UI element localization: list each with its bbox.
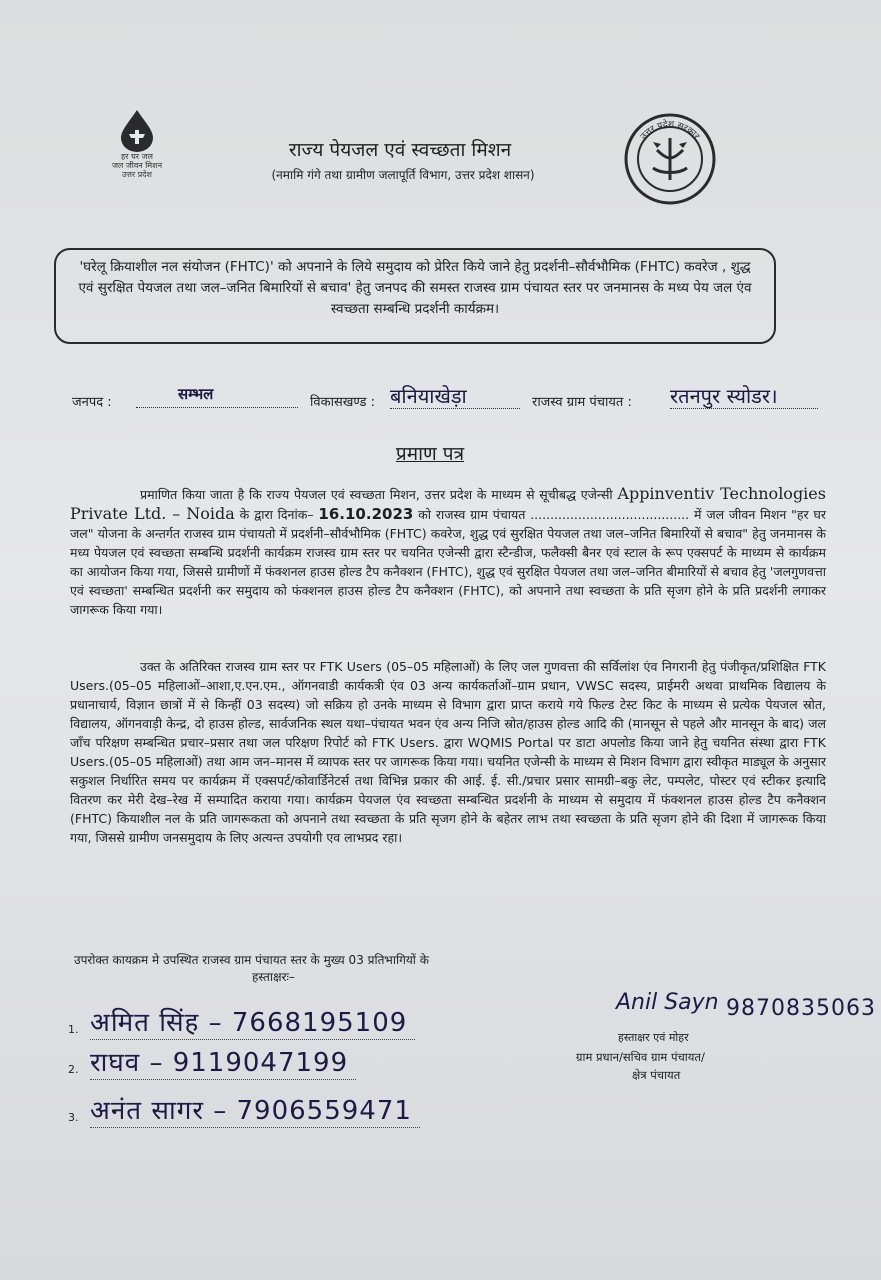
agency-name: Appinventiv Technologies Private Ltd. – Noida [70, 484, 826, 523]
participant-1-entry: अमित सिंह – 7668195109 [90, 1003, 415, 1040]
p1-rest: में जल जीवन मिशन "हर घर जल" योजना के अन्तर्गत राजस्व ग्राम पंचायतो में प्रदर्शनी–सौर्वभौमिक (FHTC) कवरेज, शुद्ध एवं सुरक्षित पेयजल तथा जल–जनित बिमारियों से बचाव" हेतु जनमानस के मध्य पेयजल एवं स्वच्छता सम्बन्धि प्रदर्शनी कार्यक्रम राजस्व ग्राम स्तर पर चयनित एजेन्सी द्वारा स्टैन्डीज, फलैक्सी बैनर एवं स्टाल के रूप एक्सपर्ट के माध्यम से कार्यक्रम का आयोजन किया गया, जिससे ग्रामीणों में फंक्शनल हाउस होल्ड टैप कनैक्शन (FHTC), शुद्ध एवं सुरक्षित पेयजल तथा जल–जनित बीमारियों से बचाव हेतु 'जलगुणवत्ता एवं स्वच्छता' सम्बन्धित प्रदर्शनी कर समुदाय को फंक्शनल हाउस होल्ड टैप कनैक्शन (FHTC), को अपनाने तथा स्वच्छता के प्रति सृजग होने के प्रति प्रदर्शनी लगाकर जागरूक किया गया। [70, 507, 826, 617]
signatory-signature: Anil Sayn [616, 990, 719, 1015]
logo-caption-3: उत्तर प्रदेश [122, 170, 152, 179]
p1-by-date: के द्वारा दिनांक– [239, 507, 314, 522]
emblem-text: उत्तर प्रदेश सरकार [639, 119, 702, 142]
participant-3-entry: अनंत सागर – 7906559471 [90, 1091, 420, 1128]
participant-3-num: 3. [68, 1111, 79, 1124]
org-name: राज्य पेयजल एवं स्वच्छता मिशन [288, 139, 512, 161]
participant-2-entry: राघव – 9119047199 [90, 1043, 356, 1080]
logo-caption-2: जल जीवन मिशन [111, 161, 163, 170]
panchayat-value: रतनपुर स्योडर। [670, 382, 818, 409]
har-ghar-jal-logo [102, 108, 172, 188]
p1-start: प्रमाणित किया जाता है कि राज्य पेयजल एवं स्वच्छता मिशन, उत्तर प्रदेश के माध्यम से सूचीबद्ध एजेन्सी [140, 487, 613, 502]
designation-2: क्षेत्र पंचायत [632, 1068, 681, 1082]
panchayat-label: राजस्व ग्राम पंचायत : [532, 395, 632, 410]
designation-1: ग्राम प्रधान/सचिव ग्राम पंचायत/ [576, 1050, 705, 1064]
district-label: जनपद : [72, 395, 112, 410]
up-government-emblem [623, 112, 717, 206]
participants-intro [74, 952, 574, 986]
signatory-phone: 9870835063 [726, 996, 876, 1021]
date-value: 16.10.2023 [318, 505, 414, 523]
org-subtitle: (नमामि गंगे तथा ग्रामीण जलापूर्ति विभाग, उत्तर प्रदेश शासन) [271, 168, 535, 182]
seal-label: हस्ताक्षर एवं मोहर [618, 1031, 689, 1044]
participant-1 [68, 1004, 508, 1040]
participants-intro-text: उपरोक्त कायक्रम मे उपस्थित राजस्व ग्राम पंचायत स्तर के मुख्य 03 प्रतिभागियों के [74, 953, 429, 967]
paragraph-2 [70, 657, 826, 847]
program-title-box [54, 248, 776, 344]
certificate-title: प्रमाण पत्र [395, 443, 465, 465]
signatory-block [576, 990, 876, 1100]
participant-2 [68, 1044, 508, 1080]
participant-3 [68, 1092, 508, 1128]
p1-to: को राजस्व ग्राम पंचायत [418, 507, 526, 522]
district-value: सम्भल [136, 384, 298, 408]
block-value: बनियाखेड़ा [390, 382, 520, 409]
location-fields [72, 382, 832, 416]
block-label: विकासखण्ड : [310, 395, 376, 410]
water-drop-icon [115, 108, 159, 152]
participant-2-num: 2. [68, 1063, 79, 1076]
logo-caption-1: हर घर जल [121, 152, 153, 161]
participants-sig-label: हस्ताक्षरः– [252, 970, 295, 984]
p2-text: उक्त के अतिरिक्त राजस्व ग्राम स्तर पर FTK Users (05–05 महिलाओं) के लिए जल गुणवत्ता की सर्विलांश एंव निगरानी हेतु पंजीकृत/प्रशिक्षित FTK Users.(05–05 महिलाओं–आशा,ए.एन.एम., ऑगनवाडी कार्यकत्री एंव 03 अन्य कार्यकर्ताओं–ग्राम प्रधान, VWSC सदस्य, प्राईमरी अथवा प्राथमिक विद्यालय के प्रधानाचार्य, विज्ञान छात्रों में से किन्हीं 03 सदस्य) जो सक्रिय हो उनके माध्यम से विभाग द्वारा प्राप्त कराये गये फिल्ड टेस्ट किट के माध्यम से प्रत्येक पेयजल स्रोत, विद्यालय, ऑगनवाड़ी केन्द्र, दो हाउस होल्ड, सार्वजनिक स्थल यथा–पंचायत भवन एंव अन्य निजि स्रोत/हाउस होल्ड आदि की (मानसून से पहले और मानसून के बाद) जल जाँच परिक्षण सम्बन्धित प्रचार–प्रसार तथा जल परिक्षण रिपोर्ट को FTK Users. द्वारा WQMIS Portal पर डाटा अपलोड किया जाने हेतु चयनित संस्था द्वारा FTK Users.(05–05 महिलाओं) तथा आम जन–मानस में व्यापक स्तर पर जागरूक किया गया। चयनित एजेन्सी के माध्यम से मिशन विभाग द्वारा स्वीकृत माड्यूल के अनुसार सकुशल निर्धारित समय पर कार्यक्रम में एक्सपर्ट/कोवार्डिनेटर्स तथा विभिन्न प्रकार की आई. ई. सी./प्रचार प्रसार सामग्री–बकु लेट, पम्पलेट, पोस्टर एवं स्टीकर इत्यादि वितरण कर मेरी देख–रेख में सम्पादित कराया गया। कार्यक्रम पेयजल एंव स्वच्छता सम्बन्धित प्रदर्शनी के माध्यम से समुदाय में फंक्शनल हाउस होल्ड टैप कनैक्शन (FHTC) कियाशील नल के प्रति जागरूकता को अपनाने तथा स्वच्छता के प्रति सृजग होने के बहेतर लाभ तथा स्वच्छता के प्रति सृजग होने की दिशा में जागरूक किया गया, जिससे ग्रामीण जनसमुदाय के लिए अत्यन्त उपयोगी एव लाभप्रद रहा। [70, 659, 826, 845]
paragraph-1: प्रमाणित किया जाता है कि राज्य पेयजल एवं स्वच्छता मिशन, उत्तर प्रदेश के माध्यम से सूचीबद्ध एजेन्सी Appinventiv Technologies Private Ltd. – Noida के द्वारा दिनांक– 16.10.2023 को राजस्व ग्राम पंचायत ........................................ में जल जीवन मिशन "हर घर जल" योजना के अन्तर्गत राजस्व ग्राम पंचायतो में प्रदर्शनी–सौर्वभौमिक (FHTC) कवरेज, शुद्ध एवं सुरक्षित पेयजल तथा जल–जनित बिमारियों से बचाव" हेतु जनमानस के मध्य पेयजल एवं स्वच्छता सम्बन्धि प्रदर्शनी कार्यक्रम राजस्व ग्राम स्तर पर चयनित एजेन्सी द्वारा स्टैन्डीज, फलैक्सी बैनर एवं स्टाल के रूप एक्सपर्ट के माध्यम से कार्यक्रम का आयोजन किया गया, जिससे ग्रामीणों में फंक्शनल हाउस होल्ड टैप कनैक्शन (FHTC), शुद्ध एवं सुरक्षित पेयजल तथा जल–जनित बीमारियों से बचाव हेतु 'जलगुणवत्ता एवं स्वच्छता' सम्बन्धित प्रदर्शनी कर समुदाय को फंक्शनल हाउस होल्ड टैप कनैक्शन (FHTC), को अपनाने तथा स्वच्छता के प्रति सृजग होने के प्रति प्रदर्शनी लगाकर जागरूक किया गया। [70, 484, 826, 617]
program-title: 'घरेलू क्रियाशील नल संयोजन (FHTC)' को अपनाने के लिये समुदाय को प्रेरित किये जाने हेतु प्रदर्शनी–सौर्वभौमिक (FHTC) कवरेज , शुद्ध एवं सुरक्षित पेयजल तथा जल–जनित बिमारियों से बचाव' हेतु जनपद की समस्त राजस्व ग्राम पंचायत स्तर पर जनमानस के मध्य पेय जल एंव स्वच्छता सम्बन्धि प्रदर्शनी कार्यक्रम। [78, 259, 752, 317]
participant-1-num: 1. [68, 1023, 79, 1036]
